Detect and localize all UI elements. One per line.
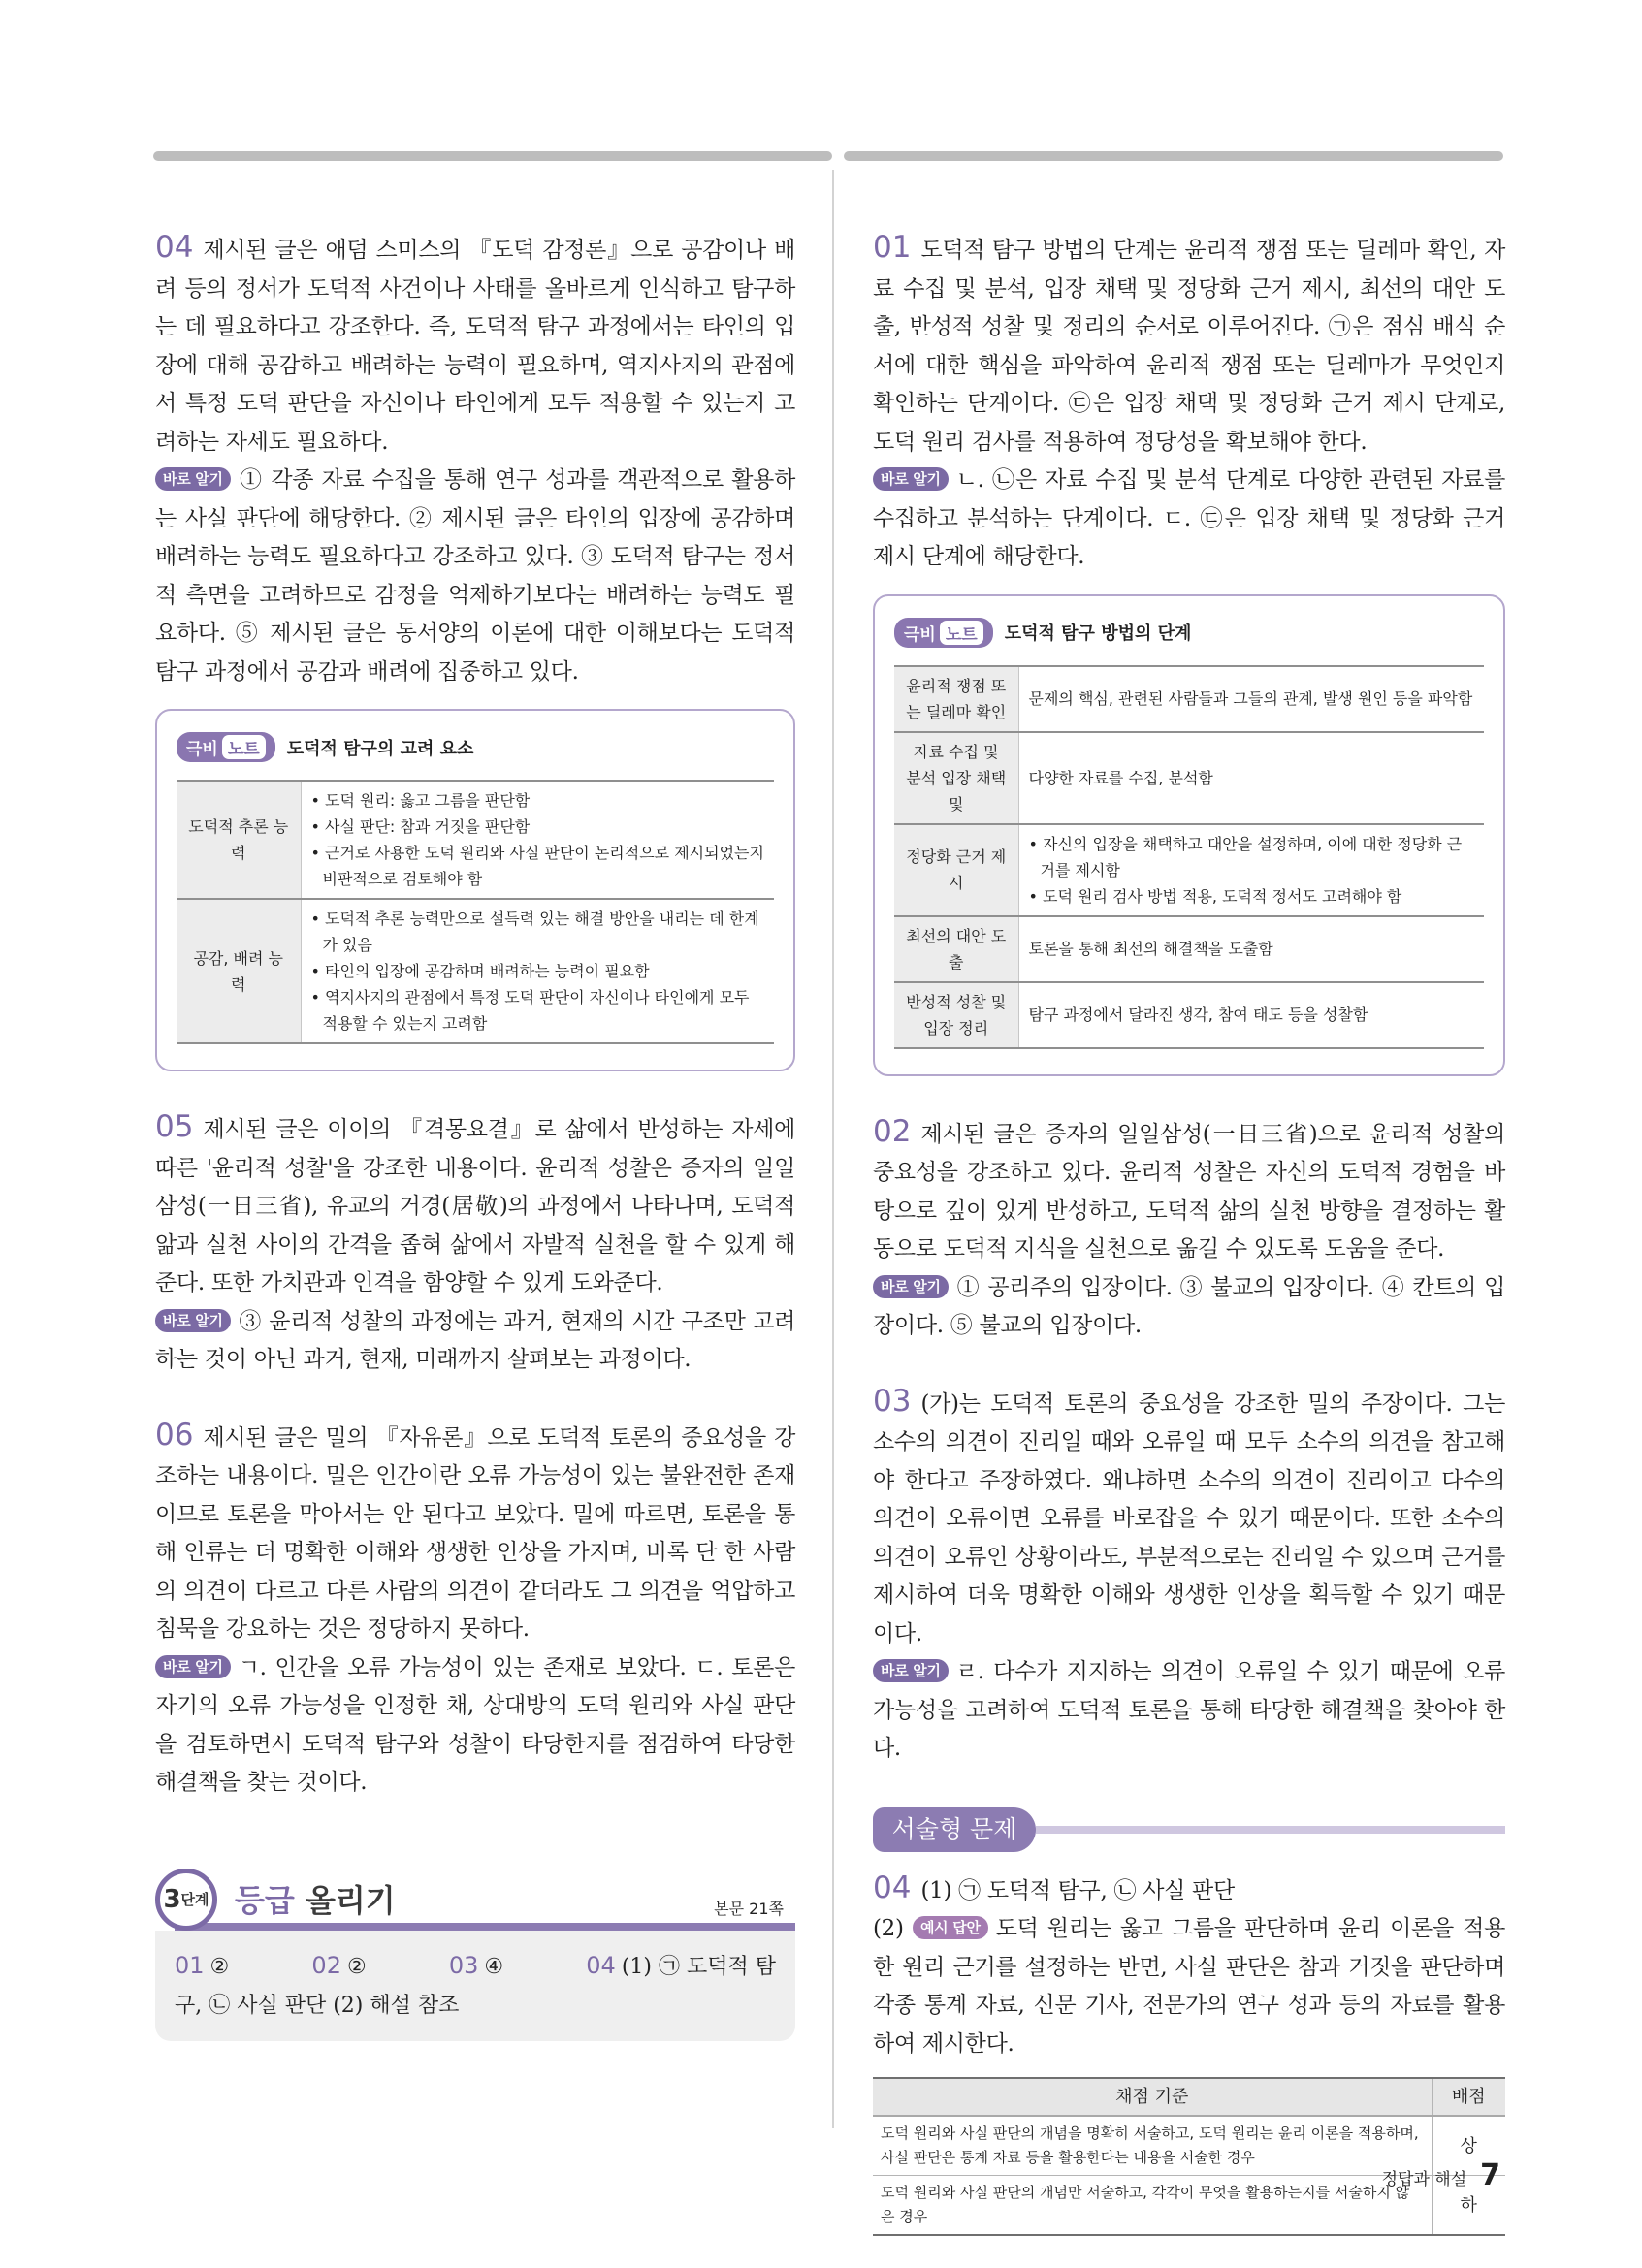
correct-badge: 바로 알기 (155, 467, 231, 491)
correction-text: ① 공리주의 입장이다. ③ 불교의 입장이다. ④ 칸트의 입장이다. ⑤ 불교의 입장이다. (873, 1274, 1505, 1338)
row-head: 공감, 배려 능력 (177, 899, 301, 1043)
answer-number: 02 (873, 1113, 912, 1149)
row-head: 자료 수집 및 분석 입장 채택 및 (894, 732, 1018, 824)
answer-number: 06 (155, 1417, 194, 1453)
essay-section-header (873, 1807, 1505, 1852)
left-column (155, 229, 795, 2041)
score-header: 배점 (1432, 2078, 1505, 2116)
answer-key-continued: 구, ㉡ 사실 판단 (2) 해설 참조 (175, 1993, 460, 2018)
note-title: 도덕적 탐구 방법의 단계 (1004, 623, 1192, 644)
answer-number: 05 (155, 1109, 194, 1144)
answer-number: 04 (155, 230, 194, 265)
essay-part2-text: 도덕 원리는 옳고 그름을 판단하며 윤리 이론을 적용한 원리 근거를 설정하는 반면, 사실 판단은 참과 거짓을 판단하며 각종 통계 자료, 신문 기사, 전문가의 연구 성과 등의 자료를 활용하여 제시한다. (873, 1916, 1505, 2057)
answer-number: 03 (873, 1383, 912, 1419)
answer-key-number: 01 (175, 1951, 205, 1979)
table-row (894, 982, 1484, 1048)
list-item: • 근거로 사용한 도덕 원리와 사실 판단이 논리적으로 제시되었는지 비판적으로 검토해야 함 (310, 844, 764, 888)
essay-part1: (1) ㉠ 도덕적 탐구, ㉡ 사실 판단 (920, 1877, 1235, 1903)
answer-key-value: (1) ㉠ 도덕적 탐 (621, 1954, 776, 1979)
criteria-cell: 도덕 원리와 사실 판단의 개념을 명확히 서술하고, 도덕 원리는 윤리 이론을 적용하며, 사실 판단은 통계 자료 등을 활용한다는 내용을 서술한 경우 (873, 2116, 1432, 2176)
list-item: • 도덕 원리 검사 방법 적용, 도덕적 정서도 고려해야 함 (1028, 886, 1402, 906)
answer-key-number: 04 (586, 1951, 616, 1979)
row-head: 도덕적 추론 능력 (177, 781, 301, 899)
grade-up-header (155, 1865, 795, 1931)
correction-text: ㄴ. ㉡은 자료 수집 및 분석 단계로 다양한 관련된 자료를 수집하고 분석하는 단계이다. ㄷ. ㉢은 입장 채택 및 정당화 근거 제시 단계에 해당한다. (873, 467, 1505, 569)
grading-header-row (873, 2078, 1505, 2116)
answer-key-box (155, 1931, 795, 2041)
essay-section-label: 서술형 문제 (873, 1807, 1036, 1852)
explanation-text: 도덕적 탐구 방법의 단계는 윤리적 쟁점 또는 딜레마 확인, 자료 수집 및 분석, 입장 채택 및 정당화 근거 제시, 최선의 대안 도출, 반성적 성찰 및 정리의 순서로 이루어진다. ㉠은 점심 배식 순서에 대한 핵심을 파악하여 윤리적 쟁점 또는 딜레마가 무엇인지 확인하는 단계이다. ㉢은 입장 채택 및 정당화 근거 제시 단계로, 도덕 원리 검사를 적용하여 정당성을 확보해야 한다. (873, 238, 1505, 455)
row-head: 최선의 대안 도출 (894, 916, 1018, 982)
note-table (894, 665, 1484, 1049)
grade-up-title (235, 1876, 396, 1921)
step-unit: 단계 (180, 1891, 209, 1908)
answer-key-number: 02 (311, 1951, 341, 1979)
note-tag-label: 극비 (186, 740, 218, 759)
note-tag (177, 732, 275, 762)
criteria-header: 채점 기준 (873, 2078, 1432, 2116)
answer-number: 01 (873, 230, 912, 265)
top-decorative-bar (153, 145, 1503, 165)
note-table (177, 780, 774, 1044)
grade-up-section (155, 1865, 795, 2041)
note-header (894, 618, 1484, 648)
table-row (894, 666, 1484, 732)
explanation-text: 제시된 글은 밀의 『자유론』으로 도덕적 토론의 중요성을 강조하는 내용이다. 밀은 인간이란 오류 가능성이 있는 불완전한 존재이므로 토론을 막아서는 안 된다고 보았다. 밀에 따르면, 토론을 통해 인류는 더 명확한 이해와 생생한 인상을 가지며, 비록 단 한 사람의 의견이 다르고 다른 사람의 의견이 같더라도 그 의견을 억압하고 침묵을 강요하는 것은 정당하지 못하다. (155, 1424, 795, 1642)
answer-key-value: ② (346, 1954, 367, 1979)
sample-answer-badge: 예시 답안 (913, 1916, 988, 1939)
row-body (301, 899, 774, 1043)
answer-key-row (175, 1946, 776, 1987)
list-item: • 사실 판단: 참과 거짓을 판단함 (310, 817, 531, 836)
answer-key-value: ④ (484, 1954, 504, 1979)
note-tag (894, 618, 993, 648)
grade-cell: 하 (1432, 2176, 1505, 2236)
step-circle (155, 1869, 217, 1931)
correct-badge: 바로 알기 (155, 1655, 231, 1678)
list-item: • 역지사지의 관점에서 특정 도덕 판단이 자신이나 타인에게 모두 적용할 수 있는지 고려함 (310, 988, 750, 1033)
top-bar-left (153, 151, 832, 161)
correct-badge: 바로 알기 (155, 1309, 231, 1332)
row-body (301, 781, 774, 899)
row-head: 반성적 성찰 및 입장 정리 (894, 982, 1018, 1048)
note-tag-book: 노트 (222, 735, 266, 759)
explanation-text: 제시된 글은 증자의 일일삼성(一日三省)으로 윤리적 성찰의 중요성을 강조하고 있다. 윤리적 성찰은 자신의 도덕적 경험을 바탕으로 깊이 있게 반성하고, 도덕적 삶의 실천 방향을 결정하는 활동으로 도덕적 지식을 실천으로 옮길 수 있도록 도움을 준다. (873, 1121, 1505, 1262)
note-tag-label: 극비 (904, 624, 936, 645)
correction-text: ㄱ. 인간을 오류 가능성이 있는 존재로 보았다. ㄷ. 토론은 자기의 오류 가능성을 인정한 채, 상대방의 도덕 원리와 사실 판단을 검토하면서 도덕적 탐구와 성찰이 타당한지를 점검하여 타당한 해결책을 찾는 것이다. (155, 1654, 795, 1795)
essay-answer-04 (873, 1869, 1505, 2064)
step-number: 3 (163, 1884, 181, 1914)
row-head: 정당화 근거 제시 (894, 824, 1018, 916)
answer-03 (873, 1383, 1505, 1769)
list-item: • 자신의 입장을 채택하고 대안을 설정하며, 이에 대한 정당화 근거를 제시함 (1028, 834, 1463, 879)
list-item: • 도덕적 추론 능력만으로 설득력 있는 해결 방안을 내리는 데 한계가 있음 (310, 910, 759, 954)
essay-part2-prefix: (2) (873, 1916, 904, 1941)
correction-text: ① 각종 자료 수집을 통해 연구 성과를 객관적으로 활용하는 사실 판단에 해당한다. ② 제시된 글은 타인의 입장에 공감하며 배려하는 능력도 필요하다고 강조하고 있다. ③ 도덕적 탐구는 정서적 측면을 고려하므로 감정을 억제하기보다는 배려하는 능력도 필요하다. ⑤ 제시된 글은 동서양의 이론에 대한 이해보다는 도덕적 탐구 과정에서 공감과 배려에 집중하고 있다. (155, 467, 795, 685)
secret-note-box (873, 594, 1505, 1076)
table-row (177, 781, 774, 899)
page-reference: 본문 21쪽 (714, 1899, 784, 1918)
header-stripe (175, 1923, 795, 1931)
list-item: • 도덕 원리: 옳고 그름을 판단함 (310, 791, 531, 810)
column-divider (832, 170, 834, 2128)
note-tag-book: 노트 (940, 621, 983, 645)
answer-key-value: ② (209, 1954, 230, 1979)
answer-key-item (449, 1946, 503, 1987)
right-column (873, 229, 1505, 2236)
page-number: 7 (1480, 2158, 1500, 2192)
title-accent: 등급 (235, 1881, 295, 1919)
answer-key-item (311, 1946, 366, 1987)
answer-key-number: 03 (448, 1951, 479, 1979)
row-body (1018, 824, 1484, 916)
essay-header-line (1036, 1826, 1505, 1834)
answer-01 (873, 229, 1505, 577)
explanation-text: 제시된 글은 이이의 『격몽요결』로 삶에서 반성하는 자세에 따른 '윤리적 성찰'을 강조한 내용이다. 윤리적 성찰은 증자의 일일삼성(一日三省), 유교의 거경(居敬)의 과정에서 나타나며, 도덕적 앎과 실천 사이의 간격을 좁혀 삶에서 자발적 실천을 할 수 있게 해준다. 또한 가치관과 인격을 함양할 수 있게 도와준다. (155, 1117, 795, 1295)
row-body: 문제의 핵심, 관련된 사람들과 그들의 관계, 발생 원인 등을 파악함 (1028, 689, 1473, 708)
table-row (177, 899, 774, 1043)
table-row (894, 916, 1484, 982)
criteria-cell: 도덕 원리와 사실 판단의 개념만 서술하고, 각각이 무엇을 활용하는지를 서술하지 않은 경우 (873, 2176, 1432, 2236)
grading-table (873, 2077, 1505, 2236)
answer-key-item (175, 1946, 229, 1987)
table-row (894, 824, 1484, 916)
answer-05 (155, 1108, 795, 1380)
row-head: 윤리적 쟁점 또는 딜레마 확인 (894, 666, 1018, 732)
correct-badge: 바로 알기 (873, 1659, 949, 1682)
explanation-text: 제시된 글은 애덤 스미스의 『도덕 감정론』으로 공감이나 배려 등의 정서가 도덕적 사건이나 사태를 올바르게 인식하고 탐구하는 데 필요하다고 강조한다. 즉, 도덕적 탐구 과정에서는 타인의 입장에 대해 공감하고 배려하는 능력이 필요하며, 역지사지의 관점에서 특정 도덕 판단을 자신이나 타인에게 모두 적용할 수 있는지 고려하는 자세도 필요하다. (155, 238, 795, 455)
secret-note-box (155, 709, 795, 1071)
row-body: 탐구 과정에서 달라진 생각, 참여 태도 등을 성찰함 (1028, 1006, 1368, 1024)
correct-badge: 바로 알기 (873, 1275, 949, 1298)
row-body: 다양한 자료를 수집, 분석함 (1028, 768, 1213, 787)
row-body: 토론을 통해 최선의 해결책을 도출함 (1028, 940, 1273, 958)
footer-label: 정답과 해설 (1381, 2170, 1467, 2189)
answer-04 (155, 229, 795, 691)
answer-06 (155, 1417, 795, 1803)
correction-text: ㄹ. 다수가 지지하는 의견이 오류일 수 있기 때문에 오류 가능성을 고려하여 도덕적 토론을 통해 타당한 해결책을 찾아야 한다. (873, 1659, 1505, 1761)
list-item: • 타인의 입장에 공감하며 배려하는 능력이 필요함 (310, 962, 650, 980)
page-footer (1382, 2158, 1500, 2192)
answer-number: 04 (873, 1869, 912, 1905)
grade-cell: 상 (1432, 2116, 1505, 2176)
answer-key-item (586, 1946, 776, 1987)
table-row (894, 732, 1484, 824)
note-title: 도덕적 탐구의 고려 요소 (286, 738, 474, 759)
title-rest: 올리기 (294, 1881, 396, 1919)
note-header (177, 732, 774, 762)
explanation-text: (가)는 도덕적 토론의 중요성을 강조한 밀의 주장이다. 그는 소수의 의견이 진리일 때와 오류일 때 모두 소수의 의견을 참고해야 한다고 주장하였다. 왜냐하면 소수의 의견이 진리이고 다수의 의견이 오류이면 오류를 바로잡을 수 있기 때문이다. 또한 소수의 의견이 오류인 상황이라도, 부분적으로는 진리일 수 있으며 근거를 제시하여 더욱 명확한 이해와 생생한 인상을 획득할 수 있기 때문이다. (873, 1390, 1505, 1646)
top-bar-right (844, 151, 1503, 161)
correct-badge: 바로 알기 (873, 467, 949, 491)
correction-text: ③ 윤리적 성찰의 과정에는 과거, 현재의 시간 구조만 고려하는 것이 아닌 과거, 현재, 미래까지 살펴보는 과정이다. (155, 1308, 795, 1372)
answer-02 (873, 1113, 1505, 1346)
